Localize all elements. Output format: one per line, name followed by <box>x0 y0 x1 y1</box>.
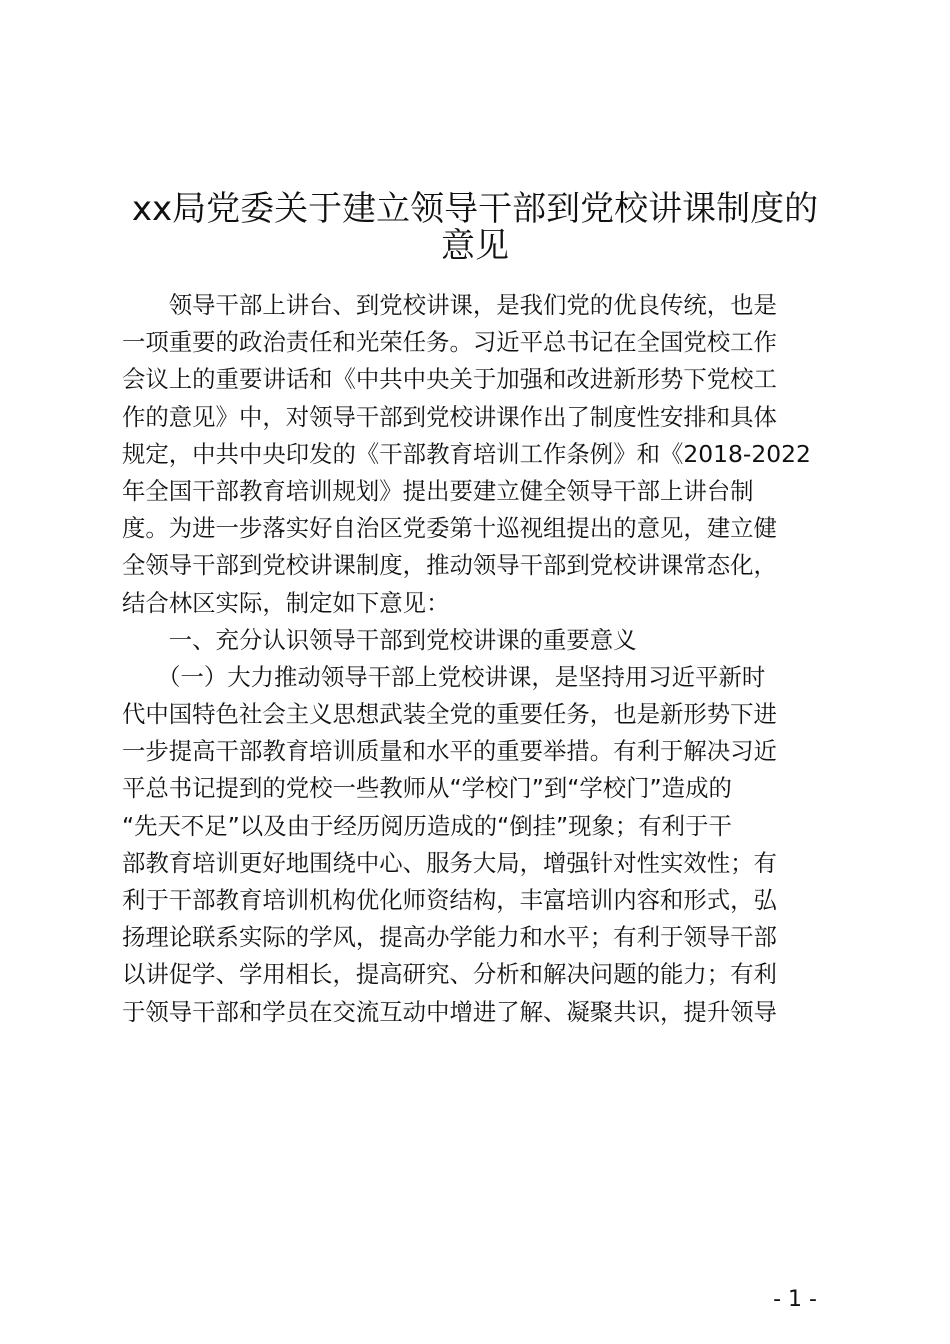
section-heading: 一、充分认识领导干部到党校讲课的重要意义 <box>122 625 637 654</box>
body-line: 作的意见》中，对领导干部到党校讲课作出了制度性安排和具体 <box>122 402 777 431</box>
body-line: 规定，中共中央印发的《干部教育培训工作条例》和《2018-2022 <box>122 439 811 468</box>
body-line: 度。为进一步落实好自治区党委第十巡视组提出的意见，建立健 <box>122 514 777 543</box>
body-line: 部教育培训更好地围绕中心、服务大局，增强针对性实效性；有 <box>122 848 777 877</box>
body-line: 一步提高干部教育培训质量和水平的重要举措。有利于解决习近 <box>122 737 777 766</box>
body-line: 以讲促学、学用相长，提高研究、分析和解决问题的能力；有利 <box>122 960 777 989</box>
page-number: - 1 - <box>773 1287 817 1312</box>
body-line: （一）大力推动领导干部上党校讲课，是坚持用习近平新时 <box>122 662 766 691</box>
body-line: 利于干部教育培训机构优化师资结构，丰富培训内容和形式，弘 <box>122 886 777 914</box>
title-line: 意见 <box>441 226 509 267</box>
body-line: 平总书记提到的党校一些教师从“学校门”到“学校门”造成的 <box>122 774 732 803</box>
body-line: “先天不足”以及由于经历阅历造成的“倒挂”现象；有利于干 <box>122 811 732 840</box>
body-line: 扬理论联系实际的学风，提高办学能力和水平；有利于领导干部 <box>122 923 777 952</box>
title-line: xx局党委关于建立领导干部到党校讲课制度的 <box>131 189 819 229</box>
body-line: 全领导干部到党校讲课制度，推动领导干部到党校讲课常态化， <box>122 551 777 580</box>
body-line: 会议上的重要讲话和《中共中央关于加强和改进新形势下党校工 <box>122 365 777 394</box>
body-line: 一项重要的政治责任和光荣任务。习近平总书记在全国党校工作 <box>122 328 777 357</box>
document-title <box>122 186 828 267</box>
body-line: 结合林区实际，制定如下意见： <box>122 588 450 617</box>
body-line: 代中国特色社会主义思想武装全党的重要任务，也是新形势下进 <box>122 700 777 729</box>
body-line: 领导干部上讲台、到党校讲课，是我们党的优良传统，也是 <box>122 291 777 319</box>
body-line: 于领导干部和学员在交流互动中增进了解、凝聚共识，提升领导 <box>122 997 777 1026</box>
body-line: 年全国干部教育培训规划》提出要建立健全领导干部上讲台制 <box>122 476 754 505</box>
document-body <box>122 287 862 1031</box>
